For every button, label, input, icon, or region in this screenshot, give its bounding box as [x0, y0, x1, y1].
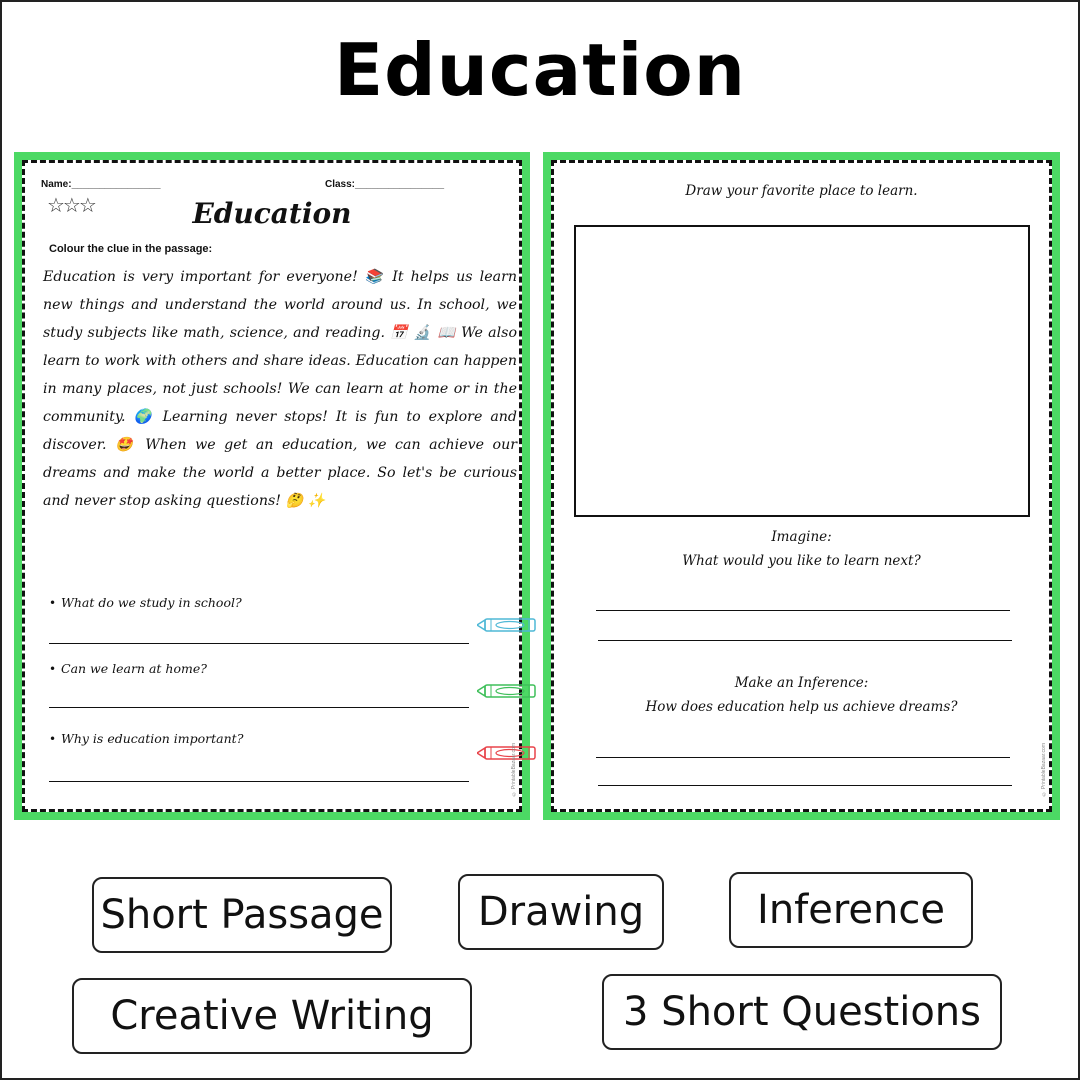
imagine-heading: Imagine: — [771, 529, 832, 545]
drawing-worksheet — [543, 152, 1060, 820]
question-text: • What do we study in school? — [49, 595, 242, 610]
watermark: © PrintableBazaar.com — [1041, 743, 1047, 797]
rating-stars: ☆☆☆ — [47, 193, 95, 217]
question-text: • Why is education important? — [49, 731, 244, 746]
answer-line[interactable] — [49, 707, 469, 708]
question-3 — [49, 731, 519, 746]
name-field-label: Name:________________ — [41, 179, 161, 190]
question-text: • Can we learn at home? — [49, 661, 207, 676]
tag-creative-writing: Creative Writing — [72, 978, 472, 1054]
question-1 — [49, 595, 519, 610]
passage-worksheet-page — [22, 160, 522, 812]
green-crayon-icon — [477, 683, 537, 699]
tag-drawing: Drawing — [458, 874, 664, 950]
imagine-answer-line-2[interactable] — [598, 640, 1012, 641]
answer-line[interactable] — [49, 781, 469, 782]
tag-short-passage: Short Passage — [92, 877, 392, 953]
drawing-worksheet-page — [551, 160, 1052, 812]
red-crayon-icon — [477, 745, 537, 761]
worksheet-title: Education — [192, 197, 352, 230]
page-title: Education — [333, 28, 747, 112]
question-2 — [49, 661, 519, 676]
passage-worksheet — [14, 152, 530, 820]
inference-answer-line-2[interactable] — [598, 785, 1012, 786]
blue-crayon-icon — [477, 617, 537, 633]
inference-heading: Make an Inference: — [734, 675, 869, 691]
inference-answer-line-1[interactable] — [596, 757, 1010, 758]
answer-line[interactable] — [49, 643, 469, 644]
reading-passage: Education is very important for everyone! 📚 It helps us learn new things and understand the world around us. In school, we study subjects like math, science, and reading. 📅 🔬 📖 We also learn to work with others and share ideas. Education can happen in many places, not just schools! We can learn at home or in the community. 🌍 Learning never stops! It is fun to explore and discover. 🤩 When we get an education, we can achieve our dreams and make the world a better place. So let's be curious and never stop asking questions! 🤔 ✨ — [43, 269, 517, 509]
imagine-answer-line-1[interactable] — [596, 610, 1010, 611]
inference-question: How does education help us achieve dreams? — [645, 699, 958, 715]
watermark: © PrintableBazaar.com — [511, 743, 517, 797]
draw-prompt: Draw your favorite place to learn. — [685, 183, 918, 199]
tag-3-short-questions: 3 Short Questions — [602, 974, 1002, 1050]
tag-inference: Inference — [729, 872, 973, 948]
imagine-question: What would you like to learn next? — [682, 553, 921, 569]
drawing-box[interactable] — [574, 225, 1030, 517]
instruction-text: Colour the clue in the passage: — [49, 243, 213, 255]
class-field-label: Class:________________ — [325, 179, 444, 190]
